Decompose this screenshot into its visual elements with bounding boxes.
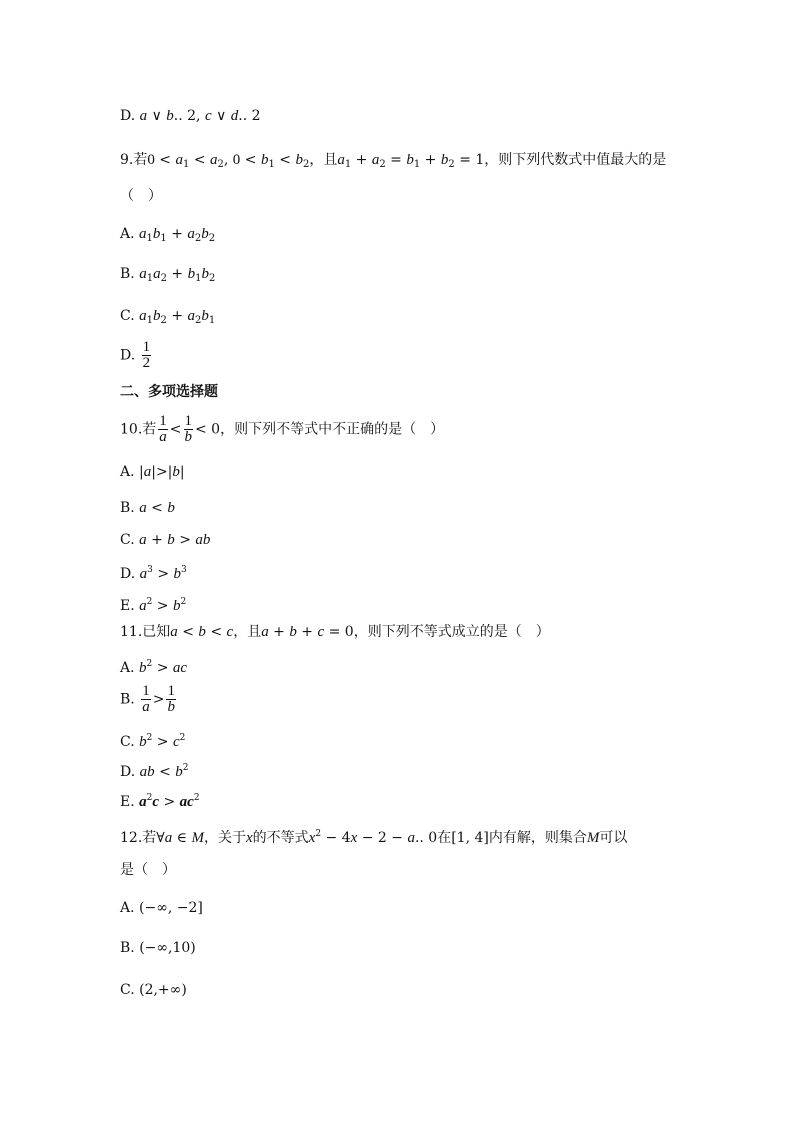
option-10e: E. $a^2 > b^2$: [120, 597, 187, 614]
question-9-paren: （ ）: [120, 188, 162, 204]
option-8d: D. a ∨ b.. 2, c ∨ d.. 2: [120, 108, 261, 124]
option-10a: A. |a|>|b|: [120, 464, 185, 480]
question-9: 9.若$0 < a_1 < a_2$, $0 < b_1 < b_2$，且$a_1 + a_2 = b_1 + b_2 = 1$，则下列代数式中值最大的是: [120, 152, 667, 170]
option-10c: C. a + b > ab: [120, 532, 211, 548]
option-9c: C. $a_1b_2 + a_2b_1$: [120, 308, 216, 326]
option-9a: A. $a_1b_1 + a_2b_2$: [120, 226, 216, 244]
option-12c: C. (2,+∞): [120, 982, 187, 998]
option-9d: D. $\frac{1}{2}$: [120, 339, 151, 371]
option-10d: D. $a^3 > b^3$: [120, 565, 187, 582]
section-title-multiple-choice: 二、多项选择题: [120, 384, 218, 400]
option-12a: A. (−∞, −2]: [120, 900, 203, 916]
option-11a: A. $b^2$ > ac: [120, 659, 188, 676]
option-12b: B. (−∞,10): [120, 940, 196, 956]
option-11e: E. $a^2c > ac^2$: [120, 793, 200, 810]
option-11b: B. $\frac{1}{a}$ > $\frac{1}{b}$: [120, 683, 175, 715]
option-9b: B. $a_1a_2 + b_1b_2$: [120, 266, 216, 284]
question-11: 11.已知a < b < c，且a + b + c = 0，则下列不等式成立的是（ ）: [120, 624, 550, 640]
option-10b: B. a < b: [120, 500, 175, 516]
question-12-cont: 是（ ）: [120, 862, 176, 878]
option-11d: D. ab < $b^2$: [120, 763, 189, 780]
option-11c: C. $b^2 > c^2$: [120, 733, 186, 750]
question-12: 12.若∀a ∈ M，关于x的不等式$x^2 - 4x - 2 - a$.. 0在[1, 4]内有解，则集合M可以: [120, 829, 628, 846]
question-10: 10.若 $\frac{1}{a}$ < $\frac{1}{b}$ < 0，则下列不等式中不正确的是（ ）: [120, 413, 445, 445]
